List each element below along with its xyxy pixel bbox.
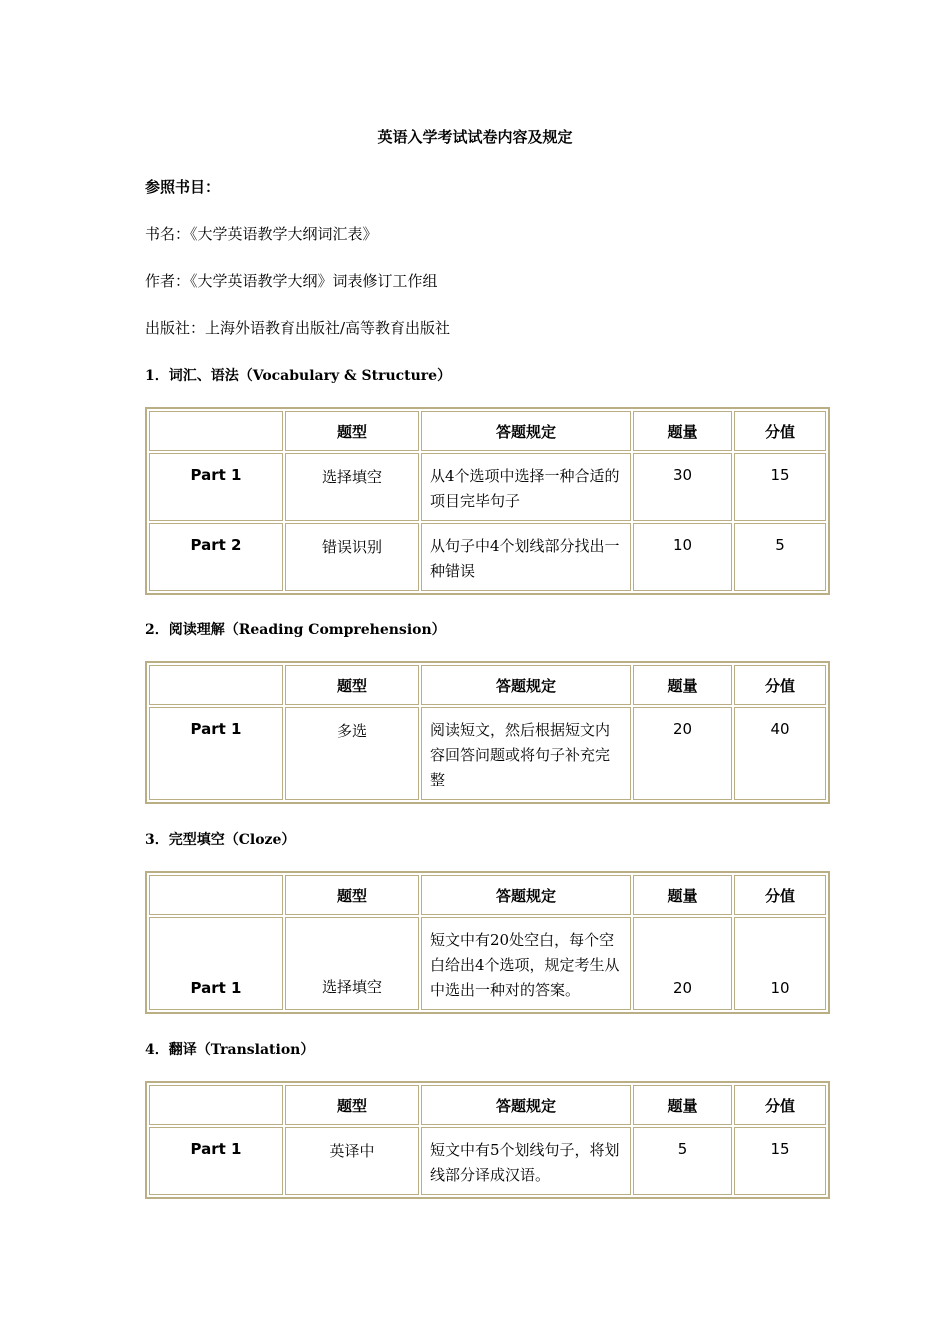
header-count: 题量 xyxy=(633,875,732,915)
header-part xyxy=(149,411,283,451)
cell-rule: 短文中有5个划线句子，将划线部分译成汉语。 xyxy=(421,1127,631,1195)
header-score: 分值 xyxy=(734,875,826,915)
section-4-table xyxy=(145,1081,830,1199)
section-4-heading: 4．翻译（Translation） xyxy=(145,1042,315,1058)
table-header-row xyxy=(149,875,826,915)
section-2-table xyxy=(145,661,830,804)
cell-part: Part 1 xyxy=(149,917,283,1010)
table-row xyxy=(149,917,826,1010)
header-score: 分值 xyxy=(734,1085,826,1125)
cell-rule: 从4个选项中选择一种合适的项目完毕句子 xyxy=(421,453,631,521)
section-3-heading: 3．完型填空（Cloze） xyxy=(145,832,296,848)
cell-type: 选择填空 xyxy=(285,917,419,1010)
table-row xyxy=(149,523,826,591)
document-title: 英语入学考试试卷内容及规定 xyxy=(377,128,573,146)
cell-count: 5 xyxy=(633,1127,732,1195)
cell-type: 多选 xyxy=(285,707,419,800)
header-count: 题量 xyxy=(633,665,732,705)
reference-heading: 参照书目： xyxy=(145,178,221,196)
cell-count: 20 xyxy=(633,917,732,1010)
reference-publisher: 出版社：上海外语教育出版社/高等教育出版社 xyxy=(145,319,451,337)
table-header-row xyxy=(149,411,826,451)
header-type: 题型 xyxy=(285,1085,419,1125)
cell-type: 错误识别 xyxy=(285,523,419,591)
header-type: 题型 xyxy=(285,411,419,451)
reference-author: 作者：《大学英语教学大纲》词表修订工作组 xyxy=(145,272,438,290)
section-1-heading: 1．词汇、语法（Vocabulary & Structure） xyxy=(145,368,452,384)
cell-type: 选择填空 xyxy=(285,453,419,521)
table-row xyxy=(149,453,826,521)
reference-book: 书名：《大学英语教学大纲词汇表》 xyxy=(145,225,378,243)
cell-part: Part 1 xyxy=(149,707,283,800)
header-part xyxy=(149,875,283,915)
cell-rule: 阅读短文，然后根据短文内容回答问题或将句子补充完整 xyxy=(421,707,631,800)
cell-score: 40 xyxy=(734,707,826,800)
cell-count: 30 xyxy=(633,453,732,521)
header-type: 题型 xyxy=(285,665,419,705)
table-header-row xyxy=(149,1085,826,1125)
header-count: 题量 xyxy=(633,411,732,451)
section-2-heading: 2．阅读理解（Reading Comprehension） xyxy=(145,622,446,638)
cell-score: 15 xyxy=(734,453,826,521)
cell-score: 10 xyxy=(734,917,826,1010)
header-rule: 答题规定 xyxy=(421,1085,631,1125)
cell-score: 5 xyxy=(734,523,826,591)
header-score: 分值 xyxy=(734,665,826,705)
cell-part: Part 1 xyxy=(149,1127,283,1195)
cell-part: Part 2 xyxy=(149,523,283,591)
cell-rule: 短文中有20处空白，每个空白给出4个选项，规定考生从中选出一种对的答案。 xyxy=(421,917,631,1010)
cell-rule: 从句子中4个划线部分找出一种错误 xyxy=(421,523,631,591)
header-part xyxy=(149,665,283,705)
table-header-row xyxy=(149,665,826,705)
table-row xyxy=(149,1127,826,1195)
cell-type: 英译中 xyxy=(285,1127,419,1195)
header-rule: 答题规定 xyxy=(421,411,631,451)
header-count: 题量 xyxy=(633,1085,732,1125)
header-part xyxy=(149,1085,283,1125)
header-type: 题型 xyxy=(285,875,419,915)
cell-count: 10 xyxy=(633,523,732,591)
header-score: 分值 xyxy=(734,411,826,451)
section-3-table xyxy=(145,871,830,1014)
section-1-table xyxy=(145,407,830,595)
table-row xyxy=(149,707,826,800)
header-rule: 答题规定 xyxy=(421,665,631,705)
cell-count: 20 xyxy=(633,707,732,800)
header-rule: 答题规定 xyxy=(421,875,631,915)
cell-part: Part 1 xyxy=(149,453,283,521)
cell-score: 15 xyxy=(734,1127,826,1195)
